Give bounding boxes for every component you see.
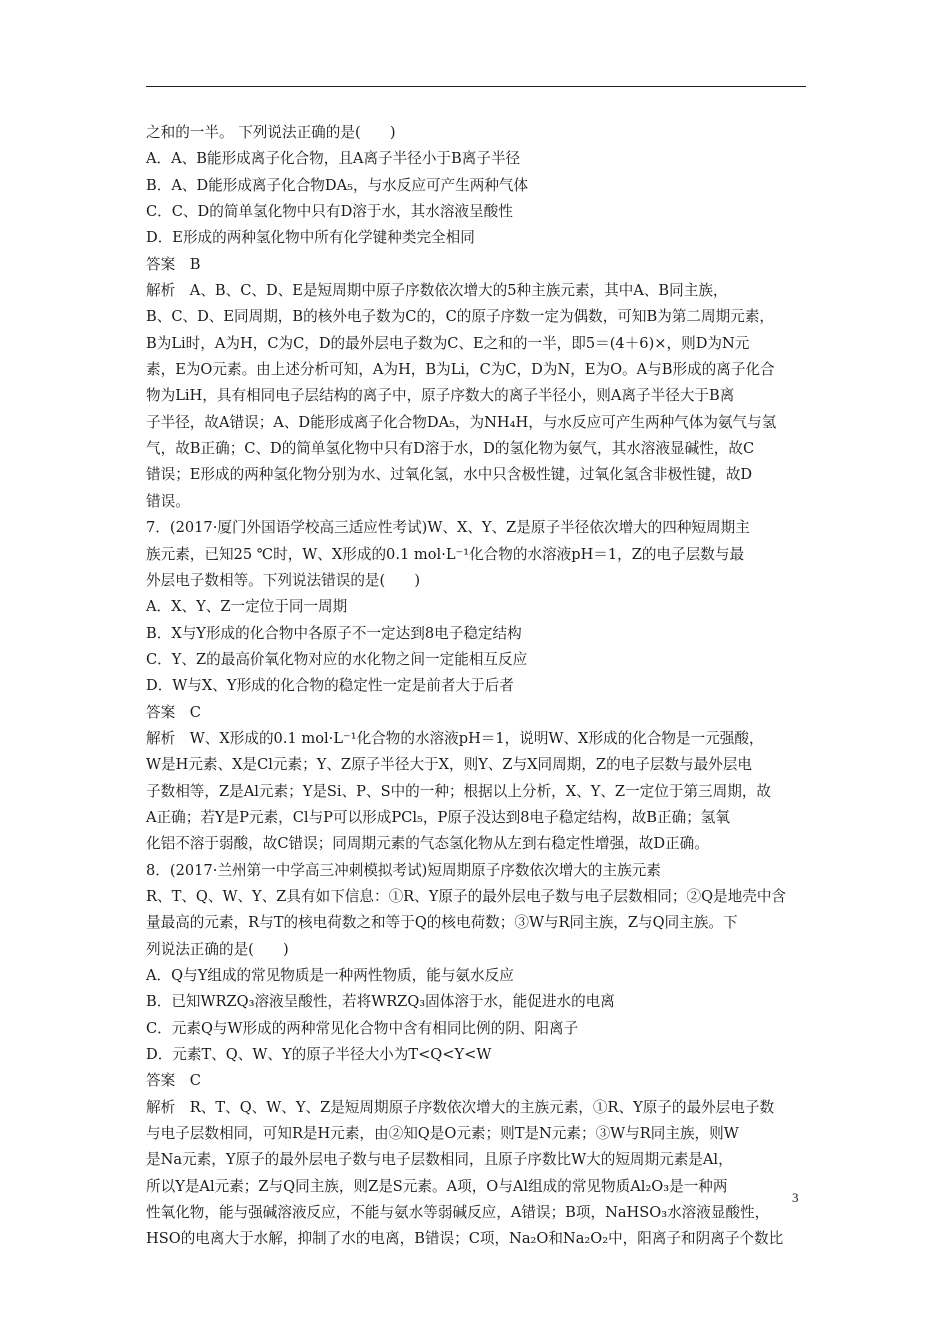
page-number: 3 <box>792 1190 799 1205</box>
text-line: 素，E为O元素。由上述分析可知，A为H，B为Li，C为C，D为N，E为O。A与B形成的离子化合 <box>146 361 775 379</box>
text-line: 解析 W、X形成的0.1 mol·L⁻¹化合物的水溶液pH＝1，说明W、X形成的化合物是一元强酸， <box>146 729 764 747</box>
text-line: 8．(2017·兰州第一中学高三冲刺模拟考试)短周期原子序数依次增大的主族元素 <box>146 861 661 879</box>
text-line: A．X、Y、Z一定位于同一周期 <box>146 598 348 616</box>
text-line: 答案 C <box>146 703 201 721</box>
text-line: 之和的一半。 下列说法正确的是( ) <box>146 124 396 141</box>
page-text <box>146 120 806 1253</box>
text-line: 性氧化物，能与强碱溶液反应，不能与氨水等弱碱反应，A错误；B项，NaHSO₃水溶液显酸性， <box>146 1204 770 1222</box>
text-line: 族元素，已知25 ℃时，W、X形成的0.1 mol·L⁻¹化合物的水溶液pH＝1，Z的电子层数与最 <box>146 545 745 563</box>
text-line: 是Na元素，Y原子的最外层电子数与电子层数相同，且原子序数比W大的短周期元素是Al， <box>146 1151 733 1169</box>
text-line: 7．(2017·厦门外国语学校高三适应性考试)W、X、Y、Z是原子半径依次增大的四种短周期主 <box>146 519 750 537</box>
text-line: C．元素Q与W形成的两种常见化合物中含有相同比例的阴、阳离子 <box>146 1019 579 1037</box>
text-line: A正确；若Y是P元素，Cl与P可以形成PCl₅，P原子没达到8电子稳定结构，故B正确；氢氧 <box>146 808 730 826</box>
text-line: 答案 B <box>146 255 201 273</box>
text-line: 解析 A、B、C、D、E是短周期中原子序数依次增大的5种主族元素，其中A、B同主族， <box>146 282 728 300</box>
text-line: 与电子层数相同，可知R是H元素，由②知Q是O元素；则T是N元素；③W与R同主族，则W <box>146 1125 739 1143</box>
text-line: 量最高的元素，R与T的核电荷数之和等于Q的核电荷数；③W与R同主族，Z与Q同主族。下 <box>146 914 738 932</box>
text-line: D．元素T、Q、W、Y的原子半径大小为T<Q<Y<W <box>146 1046 492 1064</box>
text-line: 错误。 <box>146 492 190 510</box>
text-line: A．Q与Y组成的常见物质是一种两性物质，能与氨水反应 <box>146 967 514 984</box>
text-line: C．Y、Z的最高价氧化物对应的水化物之间一定能相互反应 <box>146 650 528 668</box>
text-line: 所以Y是Al元素；Z与Q同主族，则Z是S元素。A项，O与Al组成的常见物质Al₂O₃是一种两 <box>146 1177 728 1195</box>
text-line: 列说法正确的是( ) <box>146 940 289 958</box>
text-line: B．X与Y形成的化合物中各原子不一定达到8电子稳定结构 <box>146 624 522 642</box>
text-line: 外层电子数相等。下列说法错误的是( ) <box>146 571 421 589</box>
text-line: 错误；E形成的两种氢化物分别为水、过氧化氢，水中只含极性键，过氧化氢含非极性键，故D <box>146 466 753 484</box>
text-line: 子半径，故A错误；A、D能形成离子化合物DA₅，为NH₄H，与水反应可产生两种气体为氨气与氢 <box>146 413 777 431</box>
text-line: B．已知WRZQ₃溶液呈酸性，若将WRZQ₃固体溶于水，能促进水的电离 <box>146 993 615 1011</box>
text-line: 解析 R、T、Q、W、Y、Z是短周期原子序数依次增大的主族元素，①R、Y原子的最外层电子数 <box>146 1098 775 1116</box>
text-line: 答案 C <box>146 1072 201 1090</box>
text-line: HSO的电离大于水解，抑制了水的电离，B错误；C项，Na₂O和Na₂O₂中，阳离子和阴离子个数比 <box>146 1230 784 1248</box>
text-line: 气，故B正确；C、D的简单氢化物中只有D溶于水，D的氢化物为氨气，其水溶液显碱性，故C <box>146 440 755 458</box>
text-line: D．E形成的两种氢化物中所有化学键种类完全相同 <box>146 229 475 247</box>
text-line: B．A、D能形成离子化合物DA₅，与水反应可产生两种气体 <box>146 176 529 194</box>
header-rule <box>146 86 806 87</box>
text-line: B为Li时，A为H，C为C，D的最外层电子数为C、E之和的一半，即5＝(4＋6)×，则D为N元 <box>146 334 750 352</box>
text-line: R、T、Q、W、Y、Z具有如下信息：①R、Y原子的最外层电子数与电子层数相同；②Q是地壳中含 <box>146 887 787 905</box>
text-line: W是H元素、X是Cl元素；Y、Z原子半径大于X，则Y、Z与X同周期，Z的电子层数与最外层电 <box>146 756 753 774</box>
text-line: A．A、B能形成离子化合物，且A离子半径小于B离子半径 <box>146 150 521 168</box>
text-line: B、C、D、E同周期，B的核外电子数为C的，C的原子序数一定为偶数，可知B为第二周期元素， <box>146 308 774 326</box>
text-line: C．C、D的简单氢化物中只有D溶于水，其水溶液呈酸性 <box>146 203 513 221</box>
text-line: 化铝不溶于弱酸，故C错误；同周期元素的气态氢化物从左到右稳定性增强，故D正确。 <box>146 835 709 853</box>
text-line: 子数相等，Z是Al元素；Y是Si、P、S中的一种；根据以上分析，X、Y、Z一定位于第三周期，故 <box>146 782 772 800</box>
text-line: 物为LiH，具有相同电子层结构的离子中，原子序数大的离子半径小，则A离子半径大于B离 <box>146 387 735 405</box>
text-line: D．W与X、Y形成的化合物的稳定性一定是前者大于后者 <box>146 677 514 695</box>
